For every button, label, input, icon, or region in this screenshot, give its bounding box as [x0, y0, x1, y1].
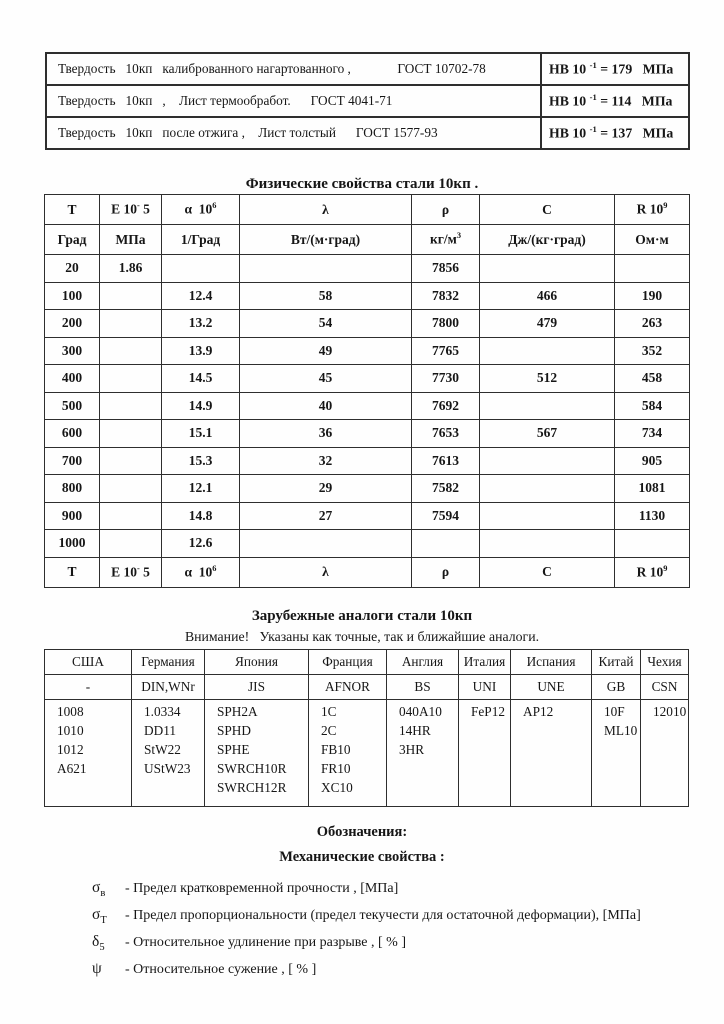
notation-subscript: Т — [100, 915, 107, 927]
country-header-cell: Франция — [309, 650, 387, 675]
physical-cell: 7730 — [412, 365, 480, 393]
physical-cell — [480, 337, 615, 365]
physical-cell — [480, 530, 615, 558]
physical-cell: 584 — [615, 392, 690, 420]
physical-cell: 15.1 — [162, 420, 240, 448]
physical-cell: 45 — [240, 365, 412, 393]
physical-cell: Вт/(м·град) — [240, 225, 412, 255]
grade-line: A621 — [57, 761, 87, 776]
grade-line: AP12 — [523, 704, 554, 719]
grades-cell — [592, 700, 641, 807]
physical-cell: 7800 — [412, 310, 480, 338]
grades-cell — [387, 700, 459, 807]
physical-cell: 512 — [480, 365, 615, 393]
physical-cell: 13.9 — [162, 337, 240, 365]
notation-text: - Относительное удлинение при разрыве , [ % ] — [125, 935, 407, 951]
physical-cell: 15.3 — [162, 447, 240, 475]
physical-cell — [162, 255, 240, 283]
physical-header-row — [45, 195, 690, 225]
physical-cell: 700 — [45, 447, 100, 475]
physical-cell: 190 — [615, 282, 690, 310]
physical-cell — [615, 530, 690, 558]
grade-line: 040A10 — [399, 704, 442, 719]
physical-properties-table — [44, 194, 690, 588]
physical-cell: 7613 — [412, 447, 480, 475]
notation-symbol: $\delta_5$ — [92, 933, 105, 954]
grade-line: SPHD — [217, 723, 251, 738]
physical-cell — [100, 447, 162, 475]
physical-cell — [240, 255, 412, 283]
physical-cell: 49 — [240, 337, 412, 365]
physical-cell — [100, 502, 162, 530]
grade-line: DD11 — [144, 723, 177, 738]
physical-cell — [240, 530, 412, 558]
physical-cell: 7692 — [412, 392, 480, 420]
superscript: 3 — [456, 231, 462, 241]
hardness-value: НВ 10 $^{-1}$ = 179 МПа — [541, 53, 689, 85]
grade-line: 1C — [321, 704, 337, 719]
physical-data-row — [45, 337, 690, 365]
physical-cell: 1000 — [45, 530, 100, 558]
country-header-cell: Англия — [387, 650, 459, 675]
notation-item — [92, 879, 724, 899]
physical-cell: 7653 — [412, 420, 480, 448]
notation-symbol: ψ — [92, 960, 102, 978]
physical-cell: 14.9 — [162, 392, 240, 420]
physical-cell — [100, 310, 162, 338]
superscript: 6 — [212, 201, 217, 211]
physical-cell: 12.4 — [162, 282, 240, 310]
physical-cell — [100, 282, 162, 310]
physical-cell — [480, 502, 615, 530]
notation-text: - Относительное сужение , [ % ] — [125, 961, 317, 977]
hardness-table — [45, 52, 690, 150]
physical-cell: 20 — [45, 255, 100, 283]
physical-cell — [615, 255, 690, 283]
physical-cell: 100 — [45, 282, 100, 310]
physical-data-row — [45, 447, 690, 475]
physical-cell: 263 — [615, 310, 690, 338]
analogs-grades-row — [45, 700, 689, 807]
physical-cell: С — [480, 195, 615, 225]
physical-cell: 1.86 — [100, 255, 162, 283]
physical-cell: 29 — [240, 475, 412, 503]
standard-cell: AFNOR — [309, 675, 387, 700]
physical-cell: 1/Град — [162, 225, 240, 255]
analogs-table-body — [45, 650, 689, 807]
hardness-row — [46, 117, 689, 149]
notation-symbol: $\sigma_Т$ — [92, 906, 107, 927]
notation-section — [0, 824, 724, 985]
grade-line: 14HR — [399, 723, 431, 738]
hardness-row — [46, 85, 689, 117]
physical-cell: МПа — [100, 225, 162, 255]
physical-cell — [480, 255, 615, 283]
country-header-cell: Китай — [592, 650, 641, 675]
hardness-table-body — [46, 53, 689, 149]
grade-line: FeP12 — [471, 704, 505, 719]
notation-heading: Обозначения: — [316, 824, 408, 840]
foreign-analogs-table — [44, 649, 689, 807]
grade-line: FR10 — [321, 761, 351, 776]
analogs-standard-row — [45, 675, 689, 700]
notation-item — [92, 960, 724, 978]
physical-cell: 479 — [480, 310, 615, 338]
physical-cell — [480, 475, 615, 503]
physical-data-row — [45, 530, 690, 558]
superscript: - — [136, 201, 140, 211]
physical-cell: 27 — [240, 502, 412, 530]
physical-units-row — [45, 225, 690, 255]
physical-cell — [480, 447, 615, 475]
physical-cell: α $10^6$ — [162, 557, 240, 587]
superscript: - — [136, 563, 140, 573]
notation-subscript: в — [100, 888, 106, 900]
standard-cell: BS — [387, 675, 459, 700]
standard-cell: CSN — [641, 675, 689, 700]
grade-line: 2C — [321, 723, 337, 738]
grades-cell — [309, 700, 387, 807]
physical-cell: 900 — [45, 502, 100, 530]
grades-cell — [459, 700, 511, 807]
grade-line: SWRCH12R — [217, 780, 287, 795]
country-header-cell: США — [45, 650, 132, 675]
physical-cell: 36 — [240, 420, 412, 448]
physical-data-row — [45, 392, 690, 420]
analogs-country-row — [45, 650, 689, 675]
physical-cell — [480, 392, 615, 420]
grades-cell — [511, 700, 592, 807]
physical-cell: 54 — [240, 310, 412, 338]
physical-cell: 14.8 — [162, 502, 240, 530]
physical-table-title: Физические свойства стали 10кп . — [245, 176, 479, 192]
hardness-description: Твердость 10кп , Лист термообработ. ГОСТ 4041-71 — [46, 85, 541, 117]
country-header-cell: Япония — [205, 650, 309, 675]
physical-cell: 58 — [240, 282, 412, 310]
hardness-value: НВ 10 $^{-1}$ = 137 МПа — [541, 117, 689, 149]
grade-line: 1.0334 — [144, 704, 181, 719]
country-header-cell: Италия — [459, 650, 511, 675]
physical-cell — [412, 530, 480, 558]
physical-cell: ρ — [412, 557, 480, 587]
physical-cell: ρ — [412, 195, 480, 225]
physical-cell: 466 — [480, 282, 615, 310]
physical-cell: Е 10- 5 — [100, 557, 162, 587]
physical-footer-row — [45, 557, 690, 587]
physical-cell: 905 — [615, 447, 690, 475]
physical-cell — [100, 392, 162, 420]
physical-cell: λ — [240, 195, 412, 225]
superscript: 9 — [663, 201, 668, 211]
notation-item — [92, 906, 724, 926]
physical-cell: λ — [240, 557, 412, 587]
physical-data-row — [45, 475, 690, 503]
physical-cell: 200 — [45, 310, 100, 338]
physical-cell — [100, 475, 162, 503]
country-header-cell: Германия — [132, 650, 205, 675]
physical-cell: 458 — [615, 365, 690, 393]
physical-cell: 13.2 — [162, 310, 240, 338]
notation-symbol: $\sigma_в$ — [92, 879, 106, 900]
physical-cell: 14.5 — [162, 365, 240, 393]
grade-line: SPHE — [217, 742, 250, 757]
physical-cell: 40 — [240, 392, 412, 420]
grades-cell — [205, 700, 309, 807]
physical-data-row — [45, 365, 690, 393]
physical-cell: 300 — [45, 337, 100, 365]
physical-cell: 352 — [615, 337, 690, 365]
superscript: 6 — [212, 563, 217, 573]
physical-cell — [100, 365, 162, 393]
physical-cell: 12.6 — [162, 530, 240, 558]
notation-item — [92, 933, 724, 953]
superscript: 9 — [663, 563, 668, 573]
physical-cell: α $10^6$ — [162, 195, 240, 225]
physical-data-row — [45, 310, 690, 338]
grades-cell — [132, 700, 205, 807]
physical-cell: 7765 — [412, 337, 480, 365]
standard-cell: UNI — [459, 675, 511, 700]
notation-text: - Предел кратковременной прочности , [МПа] — [125, 881, 399, 897]
physical-cell — [100, 337, 162, 365]
grades-cell — [641, 700, 689, 807]
physical-data-row — [45, 255, 690, 283]
superscript: -1 — [589, 60, 597, 71]
physical-cell: 567 — [480, 420, 615, 448]
standard-cell: UNE — [511, 675, 592, 700]
physical-data-row — [45, 420, 690, 448]
physical-data-row — [45, 502, 690, 530]
notation-text: - Предел пропорциональности (предел текучести для остаточной деформации), [МПа] — [125, 908, 641, 924]
physical-cell: 400 — [45, 365, 100, 393]
grade-line: 10F — [604, 704, 625, 719]
analogs-table-title: Зарубежные аналоги стали 10кп — [251, 608, 473, 624]
physical-cell: Дж/(кг·град) — [480, 225, 615, 255]
standard-cell: - — [45, 675, 132, 700]
physical-cell: Т — [45, 557, 100, 587]
country-header-cell: Испания — [511, 650, 592, 675]
grade-line: ML10 — [604, 723, 638, 738]
physical-cell: С — [480, 557, 615, 587]
standard-cell: JIS — [205, 675, 309, 700]
country-header-cell: Чехия — [641, 650, 689, 675]
physical-cell: 7856 — [412, 255, 480, 283]
grades-cell — [45, 700, 132, 807]
physical-cell: 1081 — [615, 475, 690, 503]
grade-line: StW22 — [144, 742, 181, 757]
superscript: -1 — [589, 124, 597, 135]
physical-data-row — [45, 282, 690, 310]
notation-subheading: Механические свойства : — [279, 849, 445, 865]
grade-line: 1008 — [57, 704, 84, 719]
physical-cell: 600 — [45, 420, 100, 448]
physical-cell: $кг/м^3$ — [412, 225, 480, 255]
grade-line: UStW23 — [144, 761, 191, 776]
standard-cell: DIN,WNr — [132, 675, 205, 700]
grade-line: 1010 — [57, 723, 84, 738]
grade-line: 12010 — [653, 704, 687, 719]
superscript: -1 — [589, 92, 597, 103]
physical-cell: Е 10- 5 — [100, 195, 162, 225]
physical-table-body — [45, 195, 690, 588]
physical-cell: Т — [45, 195, 100, 225]
physical-cell: 32 — [240, 447, 412, 475]
grade-line: FB10 — [321, 742, 351, 757]
grade-line: SPH2A — [217, 704, 258, 719]
physical-cell: R $10^9$ — [615, 557, 690, 587]
physical-cell: Град — [45, 225, 100, 255]
physical-cell: 7582 — [412, 475, 480, 503]
grade-line: SWRCH10R — [217, 761, 287, 776]
grade-line: XC10 — [321, 780, 353, 795]
physical-cell: 7832 — [412, 282, 480, 310]
physical-cell: 7594 — [412, 502, 480, 530]
notation-items — [0, 879, 724, 978]
physical-cell: 734 — [615, 420, 690, 448]
standard-cell: GB — [592, 675, 641, 700]
physical-cell — [100, 530, 162, 558]
notation-subscript: 5 — [99, 942, 105, 954]
grade-line: 1012 — [57, 742, 84, 757]
hardness-row — [46, 53, 689, 85]
grade-line: 3HR — [399, 742, 425, 757]
hardness-value: НВ 10 $^{-1}$ = 114 МПа — [541, 85, 689, 117]
physical-cell: 800 — [45, 475, 100, 503]
hardness-description: Твердость 10кп после отжига , Лист толстый ГОСТ 1577-93 — [46, 117, 541, 149]
physical-cell — [100, 420, 162, 448]
hardness-description: Твердость 10кп калиброванного нагартованного , ГОСТ 10702-78 — [46, 53, 541, 85]
analogs-warning-text: Внимание! Указаны как точные, так и ближайшие аналоги. — [184, 629, 540, 644]
physical-cell: R $10^9$ — [615, 195, 690, 225]
physical-cell: 12.1 — [162, 475, 240, 503]
physical-cell: 1130 — [615, 502, 690, 530]
physical-cell: Ом·м — [615, 225, 690, 255]
physical-cell: 500 — [45, 392, 100, 420]
